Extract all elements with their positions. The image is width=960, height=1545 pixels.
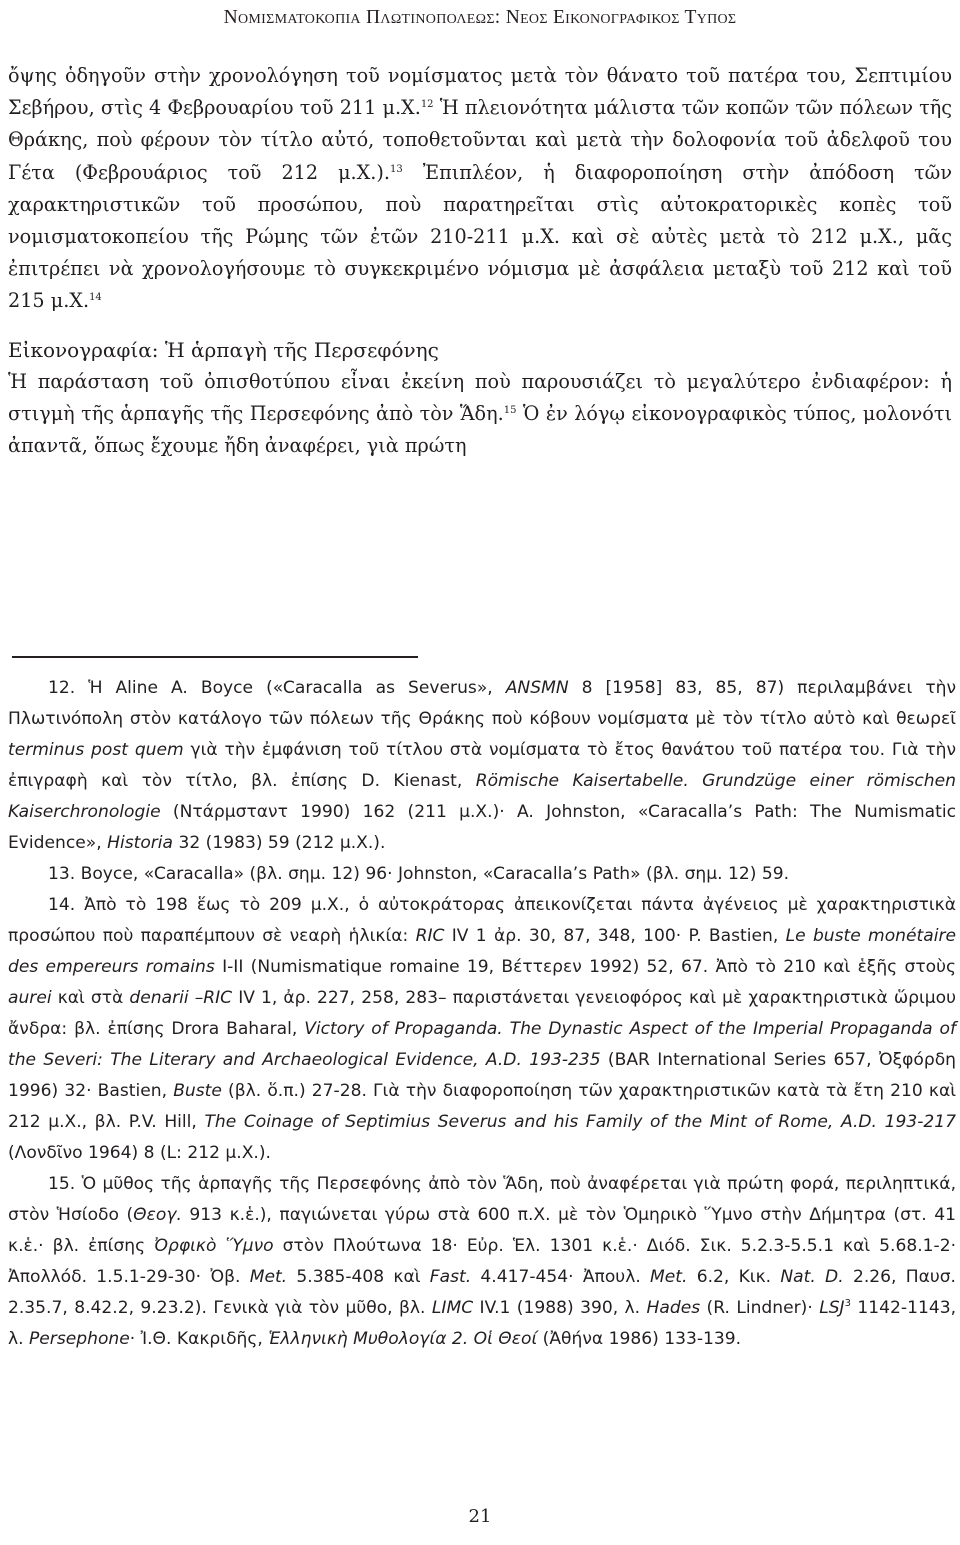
text-span: IV.1 (1988) 390, λ. bbox=[473, 1298, 647, 1318]
text-span: 12. Ἡ Aline A. Boyce («Caracalla as Severus», bbox=[48, 678, 506, 698]
italic-span: RIC bbox=[415, 926, 445, 946]
italic-span: LIMC bbox=[431, 1298, 474, 1318]
text-span: Ἡ πλειονότητα μάλιστα τῶν κοπῶν τῶν πόλεων τῆς Θράκης, ποὺ φέρουν τὸν τίτλο αὐτό, τοποθετοῦνται καὶ μετὰ τὴν δολοφονία τοῦ ἀδελφοῦ του Γέτα (Φεβρουάριος τοῦ 212 μ.Χ.). bbox=[8, 96, 953, 184]
italic-span: Θεογ. bbox=[133, 1205, 182, 1225]
footnote-separator bbox=[12, 656, 418, 658]
text-span: 6.2, Κικ. bbox=[687, 1267, 781, 1287]
italic-span: denarii –RIC bbox=[129, 988, 233, 1008]
italic-span: Fast. bbox=[429, 1267, 472, 1287]
text-span: (Ἀθήνα 1986) 133-139. bbox=[537, 1329, 742, 1349]
footnote-ref-13[interactable]: 13 bbox=[390, 163, 403, 175]
text-span: (Ντάρμσταντ 1990) 162 (211 μ.Χ.)· A. Johnston, «Caracalla’s Path: The Numismatic Evidence», bbox=[8, 802, 956, 853]
footnote-15 bbox=[8, 1169, 956, 1355]
text-span: 4.417-454· Ἀπουλ. bbox=[471, 1267, 651, 1287]
text-span: IV 1, ἀρ. 227, 258, 283– παριστάνεται γενειοφόρος καὶ μὲ χαρακτηριστικὰ ὥριμου ἄνδρα: βλ. ἐπίσης Drora Baharal, bbox=[8, 988, 956, 1039]
body-paragraph-2 bbox=[8, 366, 952, 463]
italic-span: LSJ bbox=[819, 1298, 845, 1318]
text-span: Ὁ ἐν λόγῳ εἰκονογραφικὸς τύπος, μολονότι ἀπαντᾶ, ὅπως ἔχουμε ἤδη ἀναφέρει, γιὰ πρώτη bbox=[8, 401, 952, 458]
text-span: I-II (Numismatique romaine 19, Βέττερεν 1992) 52, 67. Ἀπὸ τὸ 210 καὶ ἑξῆς στοὺς bbox=[214, 957, 956, 977]
text-span: 913 κ.ἑ.), παγιώνεται γύρω στὰ 600 π.Χ. μὲ τὸν Ὁμηρικὸ Ὕμνο στὴν Δήμητρα (στ. 41 κ.ἑ.· βλ. ἐπίσης bbox=[8, 1205, 956, 1256]
text-span: · Ἰ.Θ. Κακριδῆς, bbox=[129, 1329, 269, 1349]
footnote-14 bbox=[8, 890, 956, 1169]
text-span: Ἡ παράσταση τοῦ ὀπισθοτύπου εἶναι ἐκείνη ποὺ παρουσιάζει τὸ μεγαλύτερο ἐνδιαφέρον: ἡ στιγμὴ τῆς ἁρπαγῆς τῆς Περσεφόνης ἀπὸ τὸν Ἅδη. bbox=[8, 369, 952, 425]
italic-span: Historia bbox=[107, 833, 174, 853]
text-span: 8 [1958] 83, 85, 87) περιλαμβάνει τὴν Πλωτινόπολη στὸν κατάλογο τῶν πόλεων τῆς Θράκης ποὺ κόβουν νομίσματα μὲ τὸν τίτλο αὐτὸ καὶ θεωρεῖ bbox=[8, 678, 957, 729]
footnote-12 bbox=[8, 673, 956, 859]
italic-span: Buste bbox=[173, 1081, 222, 1101]
italic-span: Met. bbox=[650, 1267, 688, 1287]
text-span: 1142-1143, λ. bbox=[8, 1298, 957, 1349]
footnote-ref-12[interactable]: 12 bbox=[420, 99, 434, 111]
footnote-ref-15[interactable]: 15 bbox=[503, 404, 517, 416]
text-span: (Λονδῖνο 1964) 8 (L: 212 μ.Χ.). bbox=[8, 1143, 271, 1163]
text-span: Ἐπιπλέον, ἡ διαφοροποίηση στὴν ἀπόδοση τῶν χαρακτηριστικῶν τοῦ προσώπου, ποὺ παρατηρεῖται στὶς αὐτοκρατορικὲς κοπὲς τοῦ νομισματοκοπείου τῆς Ρώμης τῶν ἐτῶν 210-211 μ.Χ. καὶ σὲ αὐτὲς μετὰ τὸ 212 μ.Χ., μᾶς ἐπιτρέπει νὰ χρονολογήσουμε τὸ συγκεκριμένο νόμισμα μὲ ἀσφάλεια μεταξὺ τοῦ 212 καὶ τοῦ 215 μ.Χ. bbox=[8, 160, 952, 313]
italic-span: Römische Kaisertabelle. Grundzüge einer römischen Kaiserchronologie bbox=[8, 771, 956, 822]
text-span: 15. Ὁ μῦθος τῆς ἁρπαγῆς τῆς Περσεφόνης ἀπὸ τὸν Ἅδη, ποὺ ἀναφέρεται γιὰ πρώτη φορά, περιληπτικά, στὸν Ἡσίοδο ( bbox=[8, 1174, 956, 1225]
text-span: στὸν Πλούτωνα 18· Εὐρ. Ἑλ. 1301 κ.ἑ.· Διόδ. Σικ. 5.2.3-5.5.1 καὶ 5.68.1-2· Ἀπολλόδ. 1.5.1-29-30· Ὀβ. bbox=[8, 1236, 957, 1287]
running-header-title: Νομισματοκοπια Πλωτινοπολεως: Νεος Εικονογραφικος Τυπος bbox=[223, 7, 737, 28]
text-span: καὶ στὰ bbox=[51, 988, 130, 1008]
text-span: (BAR International Series 657, Ὀξφόρδη 1996) 32· Bastien, bbox=[8, 1050, 956, 1101]
main-text bbox=[8, 60, 952, 462]
italic-span: Met. bbox=[249, 1267, 288, 1287]
italic-span: Ὀρφικὸ Ὕμνο bbox=[154, 1236, 274, 1256]
italic-span: Victory of Propaganda. The Dynastic Aspect of the Imperial Propaganda of the Severi: The Literary and Archaeological Evidence, A.D. 193-235 bbox=[8, 1019, 956, 1070]
page-number: 21 bbox=[468, 1506, 492, 1527]
italic-span: Persephone bbox=[28, 1329, 130, 1349]
text-span: γιὰ τὴν ἐμφάνιση τοῦ τίτλου στὰ νομίσματα τὸ ἔτος θανάτου τοῦ πατέρα του. Γιὰ τὴν ἐπιγραφὴ καὶ τὸν τίτλο, βλ. ἐπίσης D. Kienast, bbox=[8, 740, 957, 791]
text-span: 5.385-408 καὶ bbox=[287, 1267, 430, 1287]
text-span: (βλ. ὅ.π.) 27-28. Γιὰ τὴν διαφοροποίηση τῶν χαρακτηριστικῶν κατὰ τὰ ἔτη 210 καὶ 212 μ.Χ., βλ. P.V. Hill, bbox=[8, 1081, 956, 1132]
italic-span: aurei bbox=[8, 988, 52, 1008]
text-span: 2.26, Παυσ. 2.35.7, 8.42.2, 9.23.2). Γενικὰ γιὰ τὸν μῦθο, βλ. bbox=[8, 1267, 956, 1318]
footnotes bbox=[8, 673, 956, 1355]
italic-span: Ἑλληνικὴ Μυθολογία 2. Οἱ Θεοί bbox=[268, 1329, 538, 1349]
italic-span: ANSMN bbox=[505, 678, 569, 698]
footnote-ref-14[interactable]: 14 bbox=[89, 292, 102, 304]
footnote-13: 13. Boyce, «Caracalla» (βλ. σημ. 12) 96· Johnston, «Caracalla’s Path» (βλ. σημ. 12) 59. bbox=[48, 864, 790, 884]
italic-span: Hades bbox=[646, 1298, 701, 1318]
text-span: IV 1 ἀρ. 30, 87, 348, 100· P. Bastien, bbox=[444, 926, 786, 946]
italic-span: terminus post quem bbox=[8, 740, 184, 760]
italic-span: Le buste monétaire des empereurs romains bbox=[8, 926, 956, 977]
text-span: 32 (1983) 59 (212 μ.Χ.). bbox=[173, 833, 386, 853]
text-span: ὄψης ὁδηγοῦν στὴν χρονολόγηση τοῦ νομίσματος μετὰ τὸν θάνατο τοῦ πατέρα του, Σεπτιμίου Σεβήρου, στὶς 4 Φεβρουαρίου τοῦ 211 μ.Χ. bbox=[8, 64, 952, 120]
running-header bbox=[0, 0, 960, 32]
text-span: 14. Ἀπὸ τὸ 198 ἕως τὸ 209 μ.Χ., ὁ αὐτοκράτορας ἀπεικονίζεται πάντα ἀγένειος μὲ χαρακτηριστικὰ προσώπου ποὺ παραπέμπουν σὲ νεαρὴ ἡλικία: bbox=[8, 895, 956, 946]
italic-span: Nat. D. bbox=[780, 1267, 844, 1287]
italic-span: The Coinage of Septimius Severus and his Family of the Mint of Rome, A.D. 193-217 bbox=[204, 1112, 956, 1132]
text-span: (R. Lindner)· bbox=[700, 1298, 820, 1318]
superscript: 3 bbox=[844, 1298, 851, 1309]
section-heading: Εἰκονογραφία: Ἡ ἁρπαγὴ τῆς Περσεφόνης bbox=[8, 337, 439, 362]
body-paragraph-1 bbox=[8, 60, 952, 318]
